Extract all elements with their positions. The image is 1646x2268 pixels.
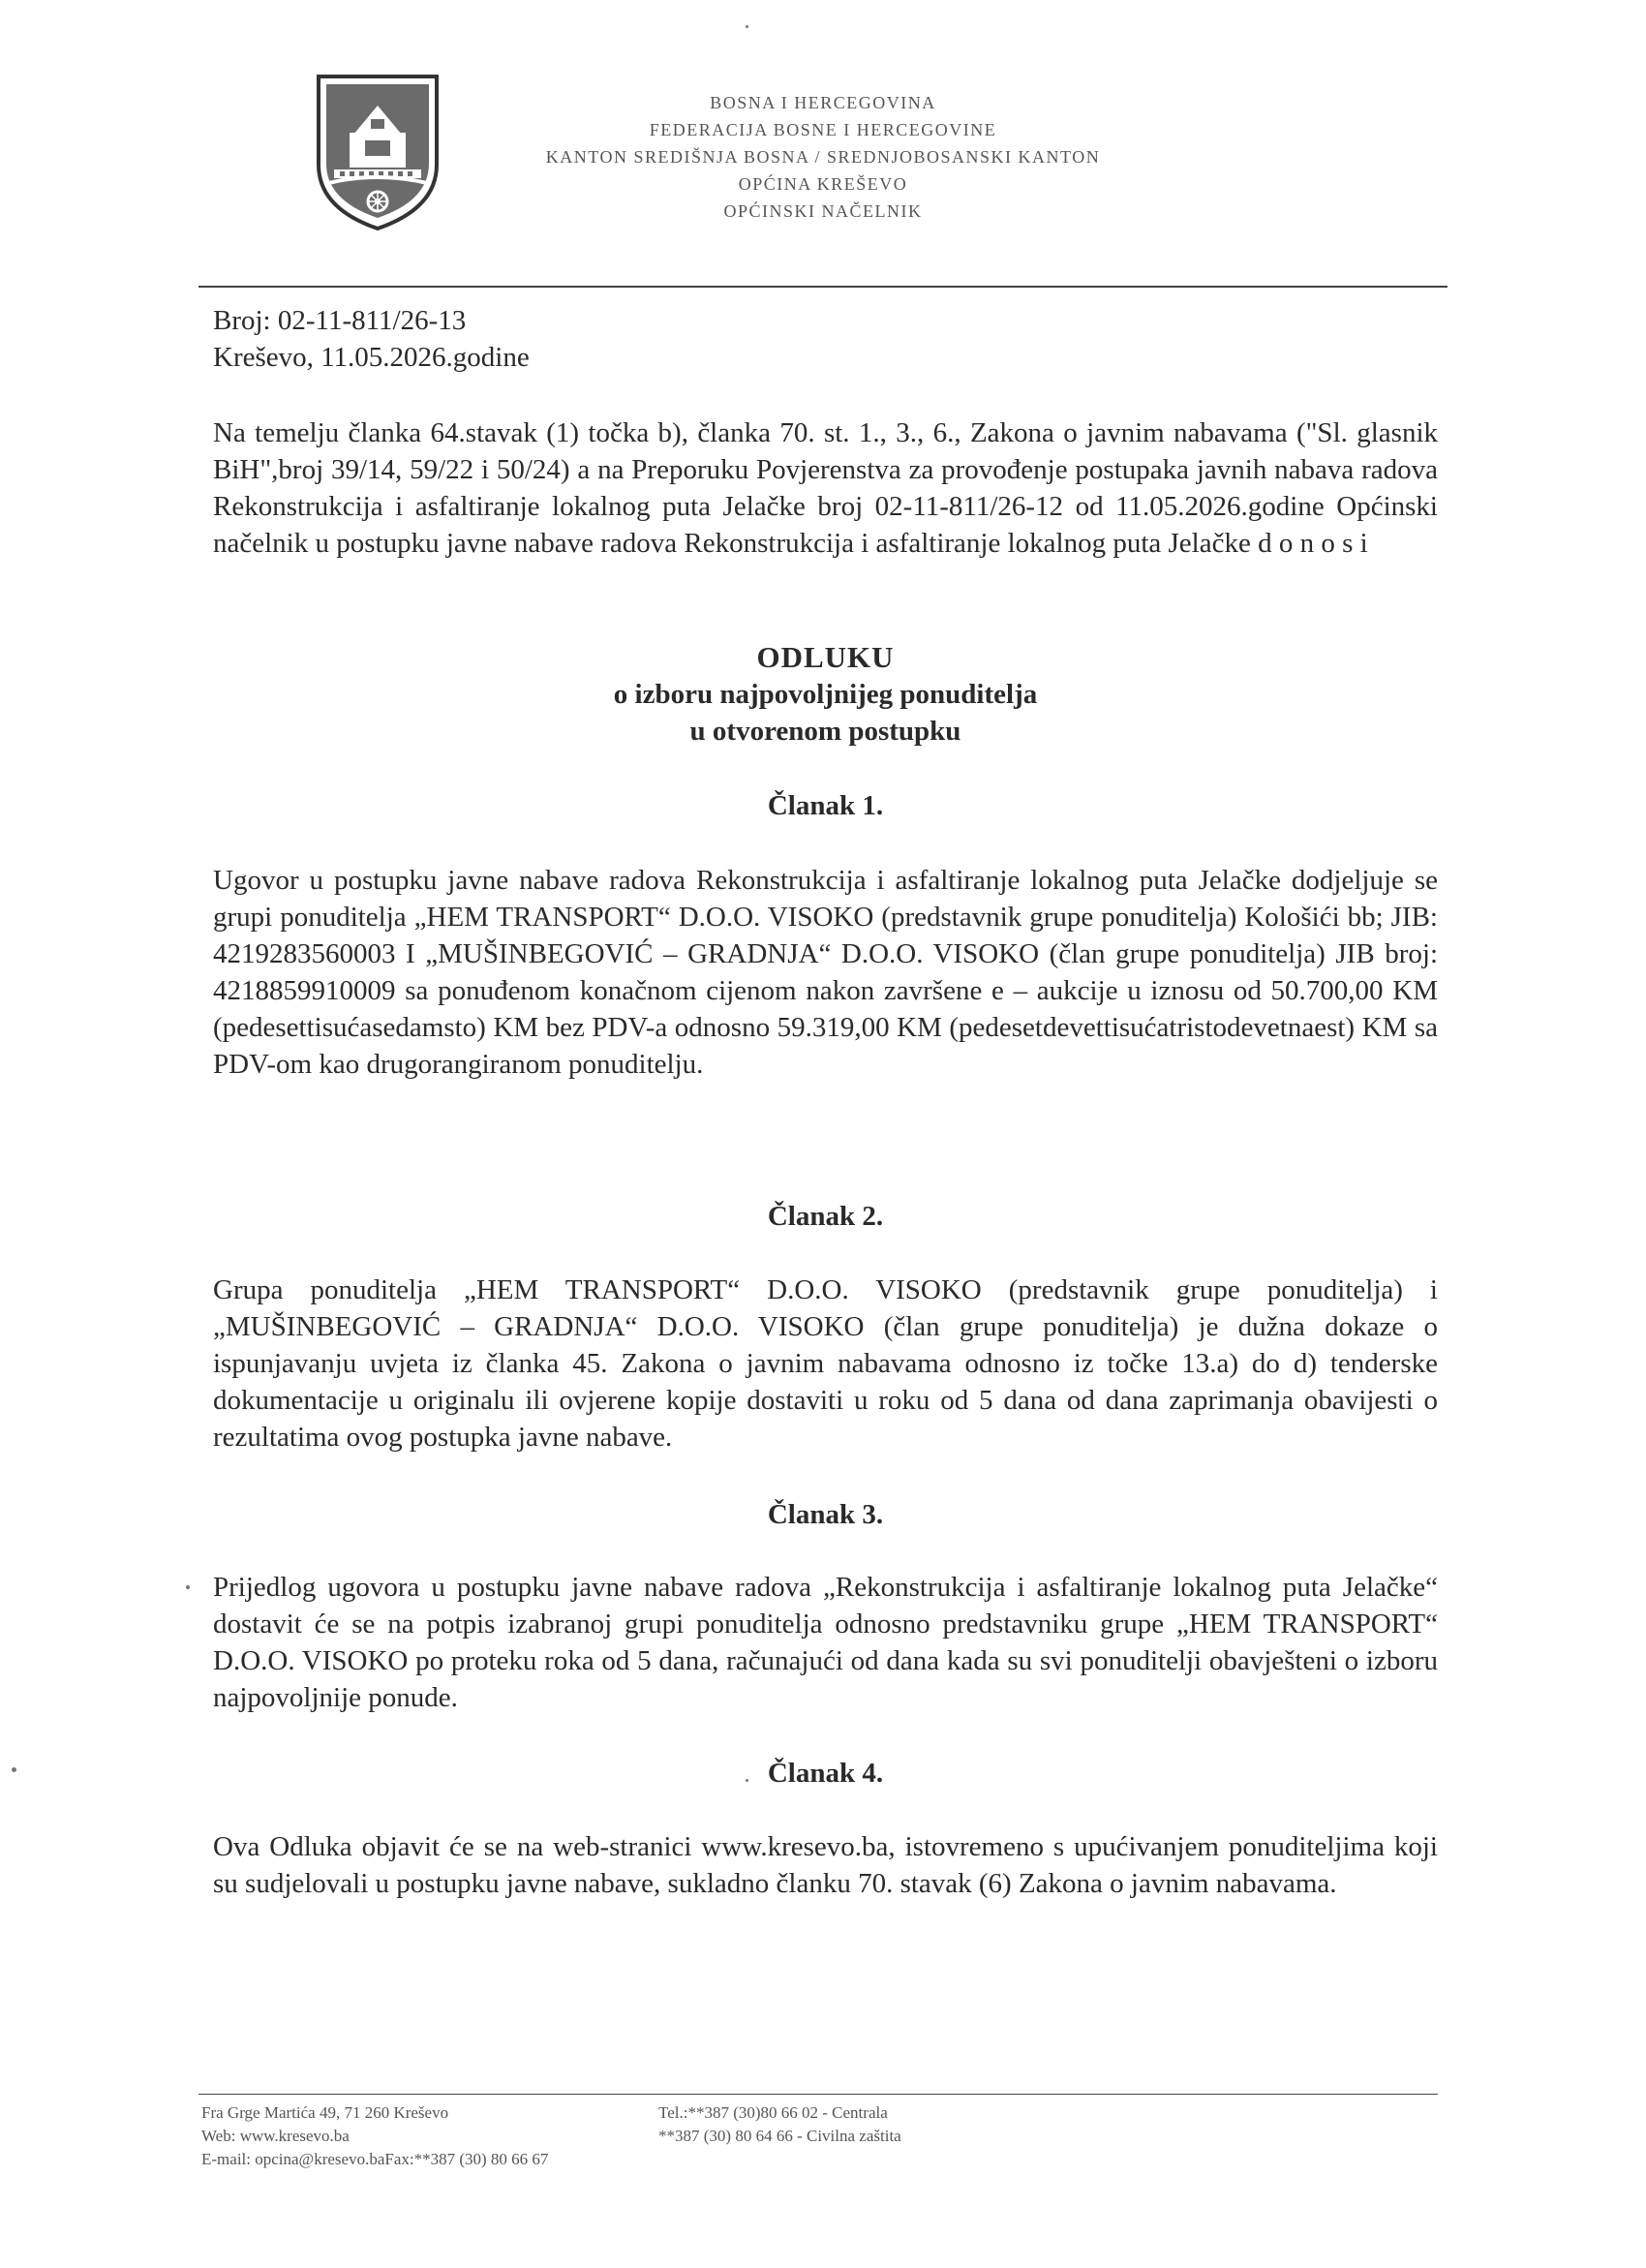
header-divider — [198, 286, 1448, 288]
scan-speck — [186, 1585, 190, 1589]
footer-tel-central: Tel.:**387 (30)80 66 02 - Centrala — [658, 2103, 888, 2122]
article-1-text: Ugovor u postupku javne nabave radova Rekonstrukcija i asfaltiranje lokalnog puta Jelačke dodjeljuje se grupi ponuditelja „HEM TRANSPORT“ D.O.O. VISOKO (predstavnik grupe ponuditelja) Kološići bb; JIB: 4219283560003 I „MUŠINBEGOVIĆ – GRADNJA“ D.O.O. VISOKO (član grupe ponuditelja) JIB broj: 4218859910009 sa ponuđenom konačnom cijenom nakon završene e – aukcije u iznosu od 50.700,00 KM (pedesettisućasedamsto) KM bez PDV-a odnosno 59.319,00 KM (pedesetdevettisućatristodevetnaest) KM sa PDV-om kao drugorangiranom ponuditelju. — [213, 865, 1438, 1080]
header-line-municipality: OPĆINA KREŠEVO — [738, 174, 908, 194]
article-4-text: Ova Odluka objavit će se na web-stranici www.kresevo.ba, istovremeno s upućivanjem ponuditeljima koji su sudjelovali u postupku javne nabave, sukladno članku 70. stavak (6) Zakona o javnim nabavama. — [213, 1831, 1438, 1899]
footer-tel-civil: **387 (30) 80 64 66 - Civilna zaštita — [658, 2127, 901, 2145]
document-number: Broj: 02-11-811/26-13 — [213, 305, 467, 336]
municipality-crest-icon — [315, 73, 441, 232]
footer-contact-right — [658, 2101, 901, 2148]
footer-web: Web: www.kresevo.ba — [201, 2127, 350, 2145]
article-2-heading: Članak 2. — [767, 1201, 884, 1232]
document-meta — [213, 302, 530, 376]
header-line-office: OPĆINSKI NAČELNIK — [723, 201, 923, 221]
header-line-country: BOSNA I HERCEGOVINA — [710, 93, 936, 112]
decision-subtitle-1: o izboru najpovoljnijeg ponuditelja — [613, 679, 1038, 710]
scan-speck — [746, 1779, 748, 1782]
intro-paragraph: Na temelju članka 64.stavak (1) točka b), članka 70. st. 1., 3., 6., Zakona o javnim nabavama ("Sl. glasnik BiH",broj 39/14, 59/22 i 50/24) a na Preporuku Povjerenstva za provođenje postupaka javnih nabava radova Rekonstrukcija i asfaltiranje lokalnog puta Jelačke broj 02-11-811/26-12 od 11.05.2026.godine Općinski načelnik u postupku javne nabave radova Rekonstrukcija i asfaltiranje lokalnog puta Jelačke d o n o s i — [213, 417, 1438, 559]
header-line-federation: FEDERACIJA BOSNE I HERCEGOVINE — [649, 120, 997, 139]
article-4-heading: Članak 4. — [767, 1758, 884, 1789]
header-line-canton: KANTON SREDIŠNJA BOSNA / SREDNJOBOSANSKI KANTON — [545, 147, 1101, 167]
footer-email: E-mail: opcina@kresevo.baFax:**387 (30) 80 66 67 — [201, 2150, 549, 2168]
footer-address: Fra Grge Martića 49, 71 260 Kreševo — [201, 2103, 449, 2122]
scan-speck — [12, 1767, 16, 1772]
article-3-heading: Članak 3. — [767, 1499, 884, 1530]
document-header — [542, 89, 1104, 225]
article-1-heading: Članak 1. — [767, 790, 884, 821]
footer-contact-left — [201, 2101, 548, 2171]
article-2-text: Grupa ponuditelja „HEM TRANSPORT“ D.O.O. VISOKO (predstavnik grupe ponuditelja) i „MUŠINBEGOVIĆ – GRADNJA“ D.O.O. VISOKO (član grupe ponuditelja) je dužna dokaze o ispunjavanju uvjeta iz članka 45. Zakona o javnim nabavama odnosno iz točke 13.a) do d) tenderske dokumentacije u originalu ili ovjerene kopije dostaviti u roku od 5 dana od dana zaprimanja obavijesti o rezultatima ovog postupka javne nabave. — [213, 1274, 1438, 1453]
scan-speck — [746, 25, 748, 28]
footer-divider — [198, 2094, 1438, 2095]
decision-title: ODLUKU — [756, 640, 895, 674]
document-place-date: Kreševo, 11.05.2026.godine — [213, 342, 530, 373]
decision-subtitle-2: u otvorenom postupku — [689, 716, 961, 747]
decision-title-block — [213, 639, 1438, 750]
article-3-text: Prijedlog ugovora u postupku javne nabave radova „Rekonstrukcija i asfaltiranje lokalnog puta Jelačke“ dostavit će se na potpis izabranoj grupi ponuditelja odnosno predstavniku grupe „HEM TRANSPORT“ D.O.O. VISOKO po proteku roka od 5 dana, računajući od dana kada su svi ponuditelji obavješteni o izboru najpovoljnije ponude. — [213, 1572, 1438, 1713]
